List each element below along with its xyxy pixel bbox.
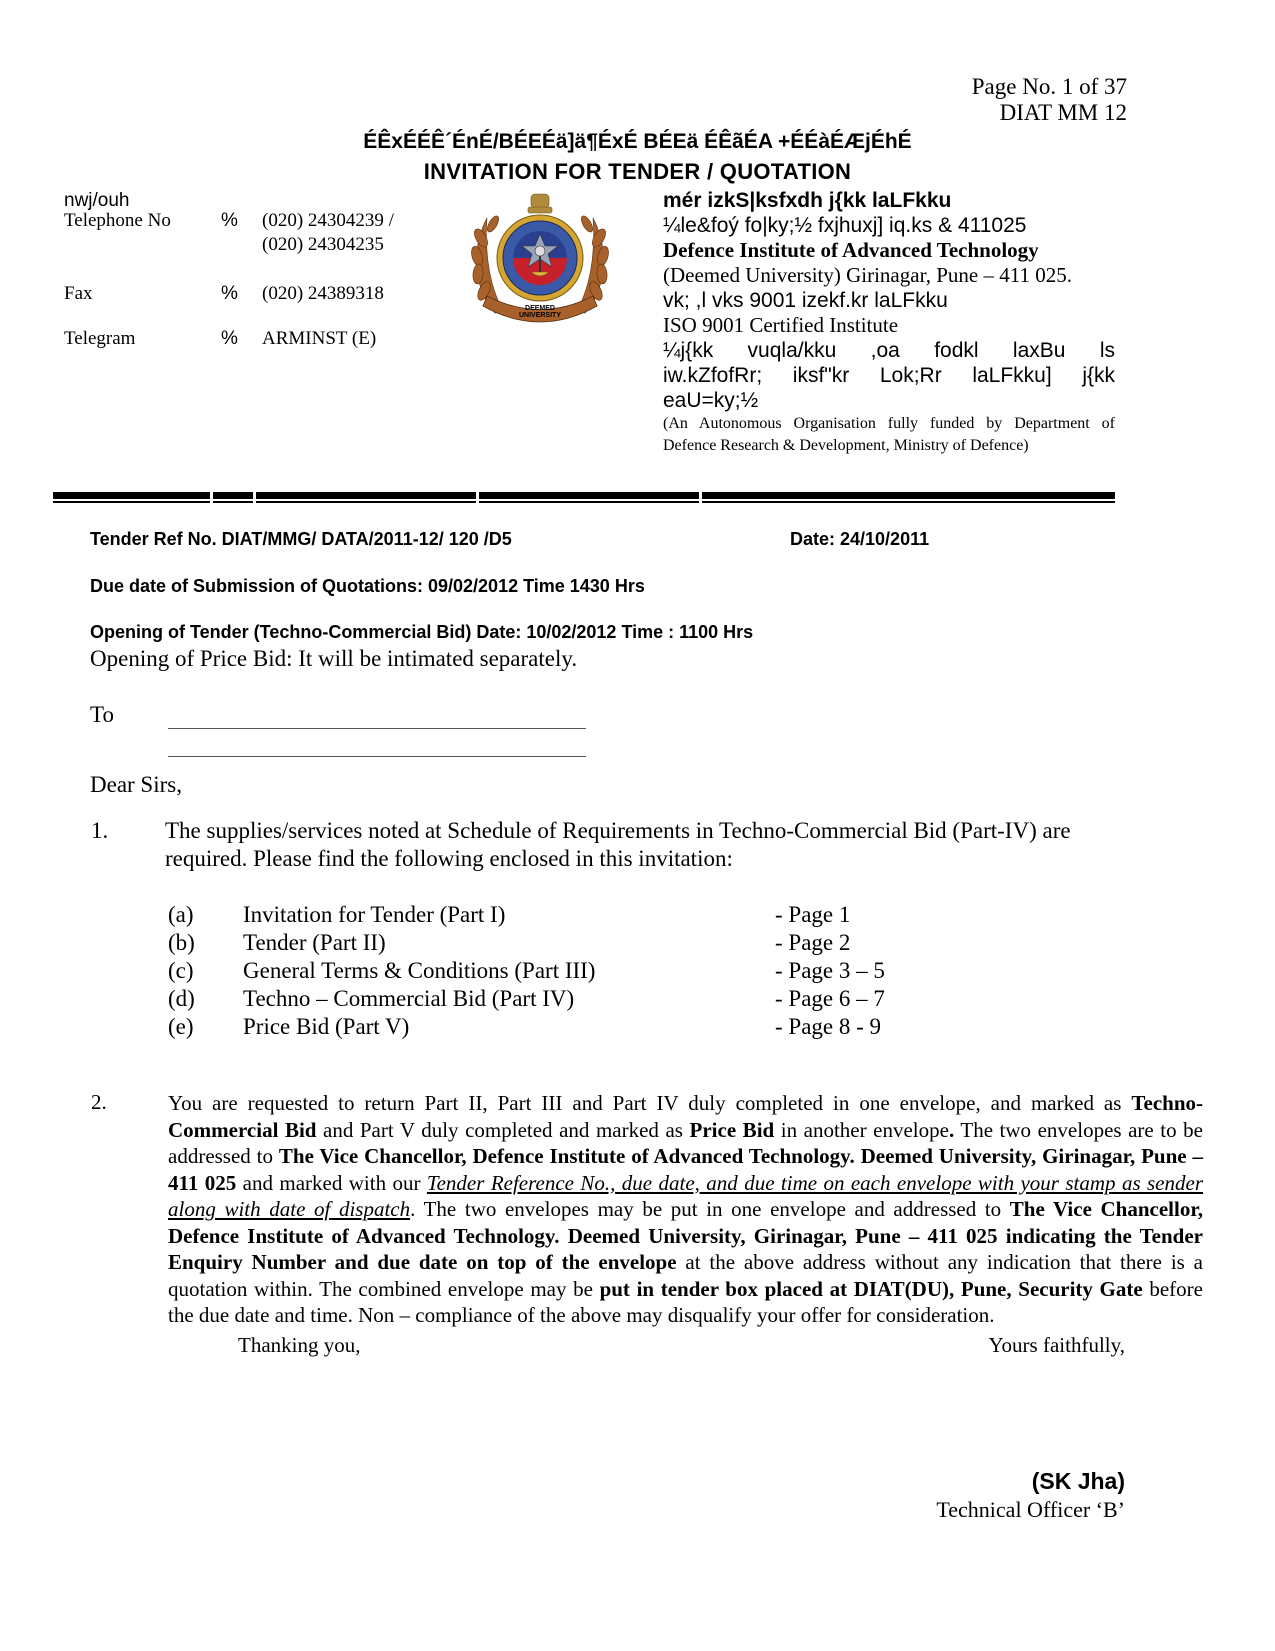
iso-english: ISO 9001 Certified Institute [663, 313, 899, 337]
enclosure-key: (c) [168, 958, 194, 983]
para-2-text: in another envelope [774, 1117, 949, 1142]
closing-thanks: Thanking you, [238, 1333, 361, 1357]
para-2-number: 2. [91, 1090, 107, 1114]
emblem-icon [465, 188, 615, 336]
para-2-bold-text: The Vice Chancellor, Defence Institute of Advanced Technology. Deemed University, Girinagar, Pune – 411 025 [168, 1144, 1203, 1195]
para-2-text: and marked with our [236, 1170, 427, 1195]
para-1-line-1: The supplies/services noted at Schedule of Requirements in Techno-Commercial Bid (Part-IV) are [165, 818, 1071, 843]
institute-address-english: (Deemed University) Girinagar, Pune – 411 025. [663, 263, 1072, 287]
addressee-line-2[interactable] [168, 756, 586, 757]
closing-yours-faithfully: Yours faithfully, [988, 1333, 1125, 1357]
institute-emblem-logo [465, 188, 615, 336]
institute-name-hindi: mér izkS|ksfxdh j{kk laLFkku [663, 189, 952, 212]
ribbon-text: DEEMED [525, 305, 555, 312]
contact-label: Telephone No [64, 210, 171, 231]
para-2-text: The two envelopes are to be addressed to [168, 1117, 1203, 1168]
divider-segment [479, 492, 699, 506]
addressee-line-1[interactable] [168, 728, 586, 729]
para-2-bold-text: . [948, 1117, 955, 1142]
enclosure-key: (e) [168, 1014, 194, 1039]
tender-ref-number: Tender Ref No. DIAT/MMG/ DATA/2011-12/ 120 /D5 [90, 529, 512, 549]
divider-segment [256, 492, 476, 506]
enclosure-title: General Terms & Conditions (Part III) [243, 958, 596, 983]
institute-address-hindi: ¼le&foý fo|ky;½ fxjhuxj] iq.ks & 411025 [663, 214, 1027, 237]
telegram-value: ARMINST (E) [262, 328, 377, 349]
divider-segment [702, 492, 1115, 506]
enclosure-title: Invitation for Tender (Part I) [243, 902, 506, 927]
para-2-bold-text: Price Bid [689, 1117, 775, 1142]
divider-segment [53, 492, 210, 506]
institute-name-english: Defence Institute of Advanced Technology [663, 238, 1039, 262]
enclosure-title: Tender (Part II) [243, 930, 386, 955]
enclosure-pages: - Page 8 - 9 [775, 1014, 882, 1039]
para-2-text: and Part V duly completed and marked as [316, 1117, 690, 1142]
para-2-text: before the due date and time. Non – compliance of the above may disqualify your offer for consideration. [168, 1276, 1203, 1327]
page-title: INVITATION FOR TENDER / QUOTATION [423, 159, 852, 184]
para-2-bold-text: Techno-Commercial Bid [168, 1091, 1203, 1142]
telephone-value-2: (020) 24304235 [262, 234, 384, 255]
para-2-text: at the above address without any indication that there is a quotation within. The combined envelope may be [168, 1250, 1203, 1301]
autonomous-hindi-line-3: eaU=ky;½ [663, 389, 759, 412]
contact-label: Fax [64, 283, 93, 304]
autonomous-hindi-line-1: ¼j{kk vuqla/kku ,oa fodkl laxBu ls [663, 339, 1115, 362]
title-hindi: ÉÊxÉÉÊ´ÉnÉ/BÉEÉä]ä¶ÉxÉ BÉEä ÉÊãÉA +ÉÉàÉÆjÉhÉ [363, 130, 912, 153]
enclosure-pages: - Page 2 [775, 930, 851, 955]
page-info [972, 74, 1127, 126]
enclosure-pages: - Page 3 – 5 [775, 958, 885, 983]
fax-value: (020) 24389318 [262, 283, 384, 304]
para-2-text: You are requested to return Part II, Part III and Part IV duly completed in one envelope, and marked as [168, 1091, 1132, 1115]
enclosure-key: (d) [168, 986, 195, 1011]
salutation: Dear Sirs, [90, 772, 182, 797]
para-2-underlined-text: Tender Reference No., due date, and due time on each envelope with your stamp as sender along with date of dispatch [168, 1170, 1204, 1221]
signatory-title: Technical Officer ‘B’ [936, 1497, 1125, 1522]
enclosure-title: Techno – Commercial Bid (Part IV) [243, 986, 575, 1011]
contact-label-hindi: nwj/ouh [64, 190, 130, 211]
contact-separator: % [221, 210, 238, 231]
para-1-number: 1. [91, 818, 109, 843]
form-code: DIAT MM 12 [999, 100, 1127, 125]
header-divider [53, 492, 1115, 506]
page-number: Page No. 1 of 37 [971, 74, 1127, 99]
signatory-name: (SK Jha) [1031, 1468, 1125, 1494]
enclosure-pages: - Page 1 [775, 902, 851, 927]
opening-tender-date: Opening of Tender (Techno-Commercial Bid) Date: 10/02/2012 Time : 1100 Hrs [90, 622, 754, 642]
opening-price-bid: Opening of Price Bid: It will be intimated separately. [90, 646, 578, 671]
contact-separator: % [221, 328, 238, 349]
divider-segment [213, 492, 253, 506]
autonomous-english: (An Autonomous Organisation fully funded by Department of Defence Research & Development, Ministry of Defence) [663, 415, 1115, 454]
telephone-value-1: (020) 24304239 / [262, 210, 394, 231]
enclosure-key: (b) [168, 930, 195, 955]
para-2-bold-text: put in tender box placed at DIAT(DU), Pune, Security Gate [599, 1276, 1143, 1301]
lion-capital [528, 194, 552, 213]
contact-separator: % [221, 283, 238, 304]
para-2-body [168, 1090, 1203, 1329]
para-1-line-2: required. Please find the following enclosed in this invitation: [165, 846, 733, 871]
autonomous-hindi-line-2: iw.kZfofRr; iksf"kr Lok;Rr laLFkku] j{kk [663, 364, 1115, 387]
enclosure-pages: - Page 6 – 7 [775, 986, 885, 1011]
due-date: Due date of Submission of Quotations: 09/02/2012 Time 1430 Hrs [90, 576, 645, 596]
tender-date: Date: 24/10/2011 [790, 529, 930, 549]
svg-text:UNIVERSITY: UNIVERSITY [518, 312, 562, 319]
enclosure-key: (a) [168, 902, 194, 927]
to-label: To [90, 702, 114, 727]
enclosure-title: Price Bid (Part V) [243, 1014, 410, 1039]
para-2-bold-text: The Vice Chancellor, Defence Institute of Advanced Technology. Deemed University, Girinagar, Pune – 411 025 indicating the Tender Enquiry Number and due date on top of the envelope [168, 1197, 1203, 1274]
iso-hindi: vk; ,l vks 9001 izekf.kr laLFkku [663, 289, 948, 312]
para-2-text: . The two envelopes may be put in one envelope and addressed to [410, 1197, 1010, 1221]
contact-label: Telegram [64, 328, 136, 349]
institute-block [663, 188, 1115, 457]
